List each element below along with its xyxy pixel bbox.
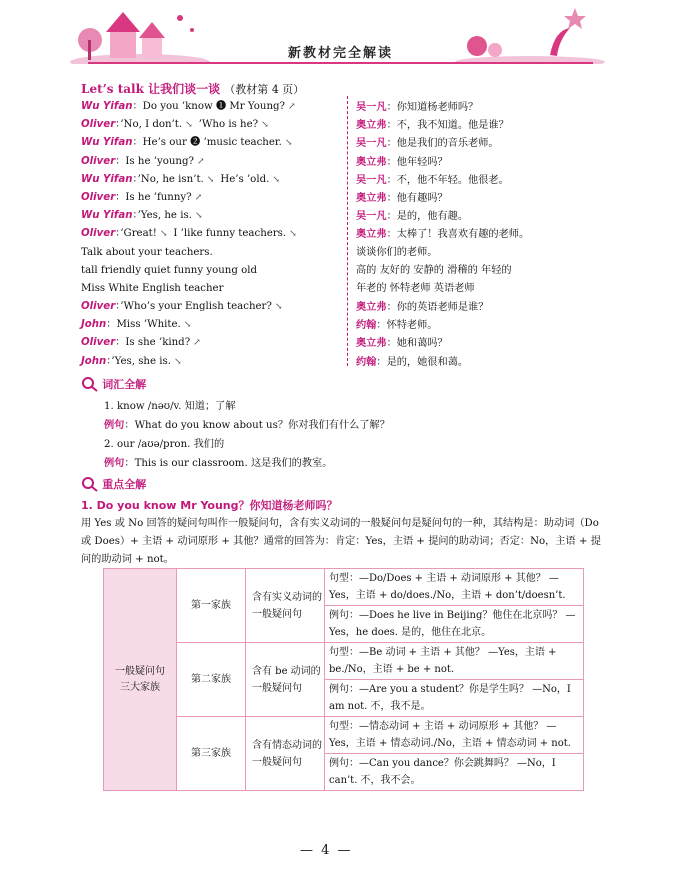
translation-line	[356, 262, 606, 280]
translation-line: 吴一凡：你知道杨老师吗？	[356, 101, 479, 113]
keypoint-paragraph: 用 Yes 或 No 回答的疑问句叫作一般疑问句，含有实义动词的一般疑问句是疑问句的一种，其结构是：助动词（Do 或 Does）+ 主语 + 动词原形 + 其他？通常的回答为：肯定：Yes，主语 + 提问的助动词；否定：No，主语 + 提问的助动词 + not。	[81, 518, 601, 565]
line-text: 他年轻吗？	[396, 156, 448, 168]
line-text: tall friendly quiet funny young old	[81, 264, 258, 276]
dialogue-line: Oliver：’Great! ↘ I ’like funny teachers. ↘	[81, 228, 297, 240]
speaker-name: 吴一凡	[356, 101, 387, 113]
translation-line: 吴一凡：是的，他有趣。	[356, 210, 469, 223]
translation-line: 约翰：是的，她很和蔼。	[356, 355, 469, 368]
speaker-name: Wu Yifan	[81, 137, 133, 149]
dialogue-line: John：’Yes, she is. ↘	[81, 355, 182, 367]
vocab-example: 例句：What do you know about us？你对我们有什么了解？	[104, 419, 390, 431]
speaker-name: Oliver	[81, 301, 116, 313]
pattern-label: 句型：	[329, 721, 359, 732]
speaker-name: Oliver	[81, 119, 116, 131]
table-root-cell	[104, 569, 177, 791]
header-rule	[88, 62, 593, 64]
intonation-arrow-icon: ↗	[193, 338, 201, 349]
line-text: ’Yes, she is.	[111, 355, 171, 367]
family-name-cell: 第二家族	[177, 643, 246, 717]
dialogue-line: Wu Yifan：Do you ’know ❶ Mr Young? ↗	[81, 101, 296, 112]
family-name-cell: 第一家族	[177, 569, 246, 643]
line-text: ’Yes, he is.	[137, 210, 192, 222]
section-title	[81, 80, 304, 97]
pattern-label: 句型：	[329, 647, 359, 658]
intonation-arrow-icon: ↘	[261, 120, 269, 131]
dialogue-line: Oliver：’No, I don’t. ↘ ’Who is he? ↘	[81, 119, 269, 131]
intonation-arrow-icon: ↘	[206, 174, 215, 185]
dialogue-line: Oliver：’Who’s your English teacher? ↘	[81, 301, 283, 313]
dialogue-line: Oliver：Is he ’young? ↗	[81, 155, 205, 167]
line-text: Miss White English teacher	[81, 282, 224, 294]
speaker-name: Wu Yifan	[81, 210, 133, 222]
translation-line: 奥立弗：他有趣吗？	[356, 191, 448, 204]
dialogue-translation	[356, 98, 606, 371]
line-text: Is he ’young?	[125, 155, 194, 167]
speaker-name: Wu Yifan	[81, 101, 133, 112]
column-divider	[347, 96, 348, 366]
line-text: 不，我不知道。他是谁？	[396, 120, 509, 132]
keypoints-heading-label: 重点全解	[102, 478, 147, 491]
dialogue-line	[81, 262, 343, 280]
book-reference: （教材第 4 页）	[224, 83, 305, 96]
family-name-cell: 第三家族	[177, 717, 246, 791]
speaker-name: Oliver	[81, 155, 116, 167]
speaker-name: 吴一凡	[356, 210, 387, 223]
grammar-table	[103, 568, 584, 791]
vocab-heading	[81, 376, 146, 392]
line-text: He’s our ❷ ’music teacher.	[142, 137, 282, 149]
dialogue-line: Wu Yifan：’Yes, he is. ↘	[81, 210, 203, 222]
speaker-name: 奥立弗	[356, 119, 387, 132]
intonation-arrow-icon: ↗	[196, 156, 205, 167]
speaker-name: 约翰	[356, 355, 377, 368]
translation-line	[356, 244, 606, 262]
line-text: 他有趣吗？	[396, 192, 448, 204]
translation-line: 奥立弗：不，我不知道。他是谁？	[356, 119, 509, 132]
dialogue-line: Oliver：Is he ’funny? ↗	[81, 191, 203, 203]
section-title-text: Let’s talk 让我们谈一谈	[81, 82, 221, 96]
translation-line: 奥立弗：太棒了！我喜欢有趣的老师。	[356, 228, 530, 241]
speaker-name: 吴一凡	[356, 173, 387, 186]
vocab-list	[104, 397, 390, 473]
line-text: 是的，他有趣。	[396, 211, 469, 223]
line-text: 他是我们的音乐老师。	[396, 138, 499, 150]
line-text: Do you ’know ❶ Mr Young?	[142, 101, 285, 112]
intonation-arrow-icon: ↘	[185, 120, 193, 131]
vocab-entry: 2. our /aʊə/pron. 我们的	[104, 439, 225, 450]
example-text: —Can you dance？你会跳舞吗？ —No，I can’t. 不，我不会。	[329, 758, 556, 786]
intonation-arrow-icon: ↘	[284, 138, 293, 149]
line-text: ’No, he isn’t.	[137, 173, 204, 185]
magnifier-icon	[81, 376, 99, 392]
speaker-name: 奥立弗	[356, 301, 387, 314]
translation-line: 奥立弗：他年轻吗？	[356, 155, 448, 168]
line-text: 怀特老师。	[386, 320, 438, 332]
dialogue-line	[81, 244, 343, 262]
example-text: What do you know about us？你对我们有什么了解？	[134, 420, 390, 431]
line-text: Miss ’White.	[116, 319, 181, 331]
speaker-name: Oliver	[81, 228, 116, 240]
line-text: 是的，她很和蔼。	[386, 356, 469, 368]
intonation-arrow-icon: ↗	[194, 192, 203, 203]
dialogue-line: John：Miss ’White. ↘	[81, 319, 192, 331]
line-text: 太棒了！我喜欢有趣的老师。	[396, 229, 530, 241]
dialogue-line: Wu Yifan：He’s our ❷ ’music teacher. ↘	[81, 137, 293, 149]
example-cell	[325, 606, 584, 643]
example-label: 例句：	[329, 684, 359, 695]
speaker-name: John	[81, 319, 107, 331]
line-text: 年老的 怀特老师 英语老师	[356, 282, 475, 294]
speaker-name: 奥立弗	[356, 337, 387, 350]
intonation-arrow-icon: ↘	[194, 211, 203, 222]
dialogue-line: Wu Yifan：’No, he isn’t. ↘ He’s ’old. ↘	[81, 173, 280, 185]
translation-line: 吴一凡：他是我们的音乐老师。	[356, 137, 499, 150]
speaker-name: 奥立弗	[356, 191, 387, 204]
speaker-name: 吴一凡	[356, 137, 387, 150]
line-text: Is he ’funny?	[125, 191, 192, 203]
example-label: 例句	[104, 419, 125, 431]
intonation-arrow-icon: ↘	[159, 229, 168, 240]
pattern-cell	[325, 717, 584, 754]
speaker-name: Wu Yifan	[81, 173, 133, 185]
intonation-arrow-icon: ↘	[272, 174, 280, 185]
family-type-cell: 含有情态动词的一般疑问句	[246, 717, 325, 791]
line-text: 你的英语老师是谁？	[396, 302, 489, 314]
family-type-cell: 含有实义动词的一般疑问句	[246, 569, 325, 643]
line-text: 你知道杨老师吗？	[396, 102, 479, 113]
intonation-arrow-icon: ↘	[274, 302, 283, 313]
line-text: ’Great!	[120, 228, 157, 240]
line-text: 不，他不年轻。他很老。	[396, 174, 509, 186]
line-text: Is she ’kind?	[125, 337, 191, 349]
magnifier-icon	[81, 476, 99, 492]
pattern-label: 句型：	[329, 573, 359, 584]
example-text: This is our classroom. 这是我们的教室。	[134, 458, 333, 469]
line-text: 谈谈你们的老师。	[356, 246, 438, 258]
keypoint-title: 1. Do you know Mr Young？你知道杨老师吗？	[81, 499, 338, 512]
castle-decoration-icon	[70, 0, 210, 64]
pattern-cell	[325, 643, 584, 680]
pattern-text: —Be 动词 + 主语 + 其他？ —Yes，主语 + be./No，主语 + be + not.	[329, 647, 557, 675]
pattern-cell	[325, 569, 584, 606]
example-text: —Does he live in Beijing？他住在北京吗？ —Yes，he does. 是的，他住在北京。	[329, 610, 576, 638]
line-text: He’s ’old.	[220, 173, 270, 185]
line-text: ’No, I don’t.	[120, 119, 183, 131]
intonation-arrow-icon: ↗	[288, 102, 296, 112]
line-text: ’Who is he?	[198, 119, 259, 131]
flower-decoration-icon	[455, 0, 605, 64]
speaker-name: John	[81, 355, 107, 367]
translation-line	[356, 280, 606, 298]
line-text: I ’like funny teachers.	[173, 228, 287, 240]
example-label: 例句：	[329, 758, 359, 769]
line-text: 高的 友好的 安静的 滑稽的 年轻的	[356, 264, 512, 276]
page-header	[0, 0, 675, 78]
pattern-text: —Do/Does + 主语 + 动词原形 + 其他？ —Yes，主语 + do/does./No，主语 + don’t/doesn’t.	[329, 573, 566, 601]
translation-line: 约翰：怀特老师。	[356, 319, 438, 332]
example-text: —Are you a student？你是学生吗？ —No，I am not. 不，我不是。	[329, 684, 571, 712]
speaker-name: 奥立弗	[356, 228, 387, 241]
intonation-arrow-icon: ↘	[173, 356, 182, 367]
line-text: 她和蔼吗？	[396, 338, 448, 350]
example-cell	[325, 754, 584, 791]
example-label: 例句：	[329, 610, 359, 621]
table-root-label: 一般疑问句三大家族	[115, 665, 165, 693]
translation-line: 吴一凡：不，他不年轻。他很老。	[356, 173, 509, 186]
dialogue-english	[81, 98, 343, 371]
speaker-name: 奥立弗	[356, 155, 387, 168]
dialogue-line: Oliver：Is she ’kind? ↗	[81, 337, 201, 349]
vocab-example: 例句：This is our classroom. 这是我们的教室。	[104, 457, 333, 469]
vocab-heading-label: 词汇全解	[102, 378, 147, 391]
keypoints-heading	[81, 476, 146, 492]
translation-line: 奥立弗：她和蔼吗？	[356, 337, 448, 350]
speaker-name: Oliver	[81, 337, 116, 349]
vocab-entry: 1. know /nəʊ/v. 知道；了解	[104, 401, 236, 412]
line-text: Talk about your teachers.	[81, 246, 213, 258]
page-number: — 4 —	[300, 843, 353, 858]
example-cell	[325, 680, 584, 717]
speaker-name: Oliver	[81, 191, 116, 203]
dialogue-line	[81, 280, 343, 298]
translation-line: 奥立弗：你的英语老师是谁？	[356, 301, 489, 314]
family-type-cell: 含有 be 动词的一般疑问句	[246, 643, 325, 717]
intonation-arrow-icon: ↘	[183, 320, 192, 331]
example-label: 例句	[104, 457, 125, 469]
line-text: ’Who’s your English teacher?	[120, 301, 272, 313]
intonation-arrow-icon: ↘	[289, 229, 297, 240]
speaker-name: 约翰	[356, 319, 377, 332]
header-title: 新教材完全解读	[288, 46, 394, 61]
pattern-text: —情态动词 + 主语 + 动词原形 + 其他？ —Yes，主语 + 情态动词./No，主语 + 情态动词 + not.	[329, 721, 571, 749]
